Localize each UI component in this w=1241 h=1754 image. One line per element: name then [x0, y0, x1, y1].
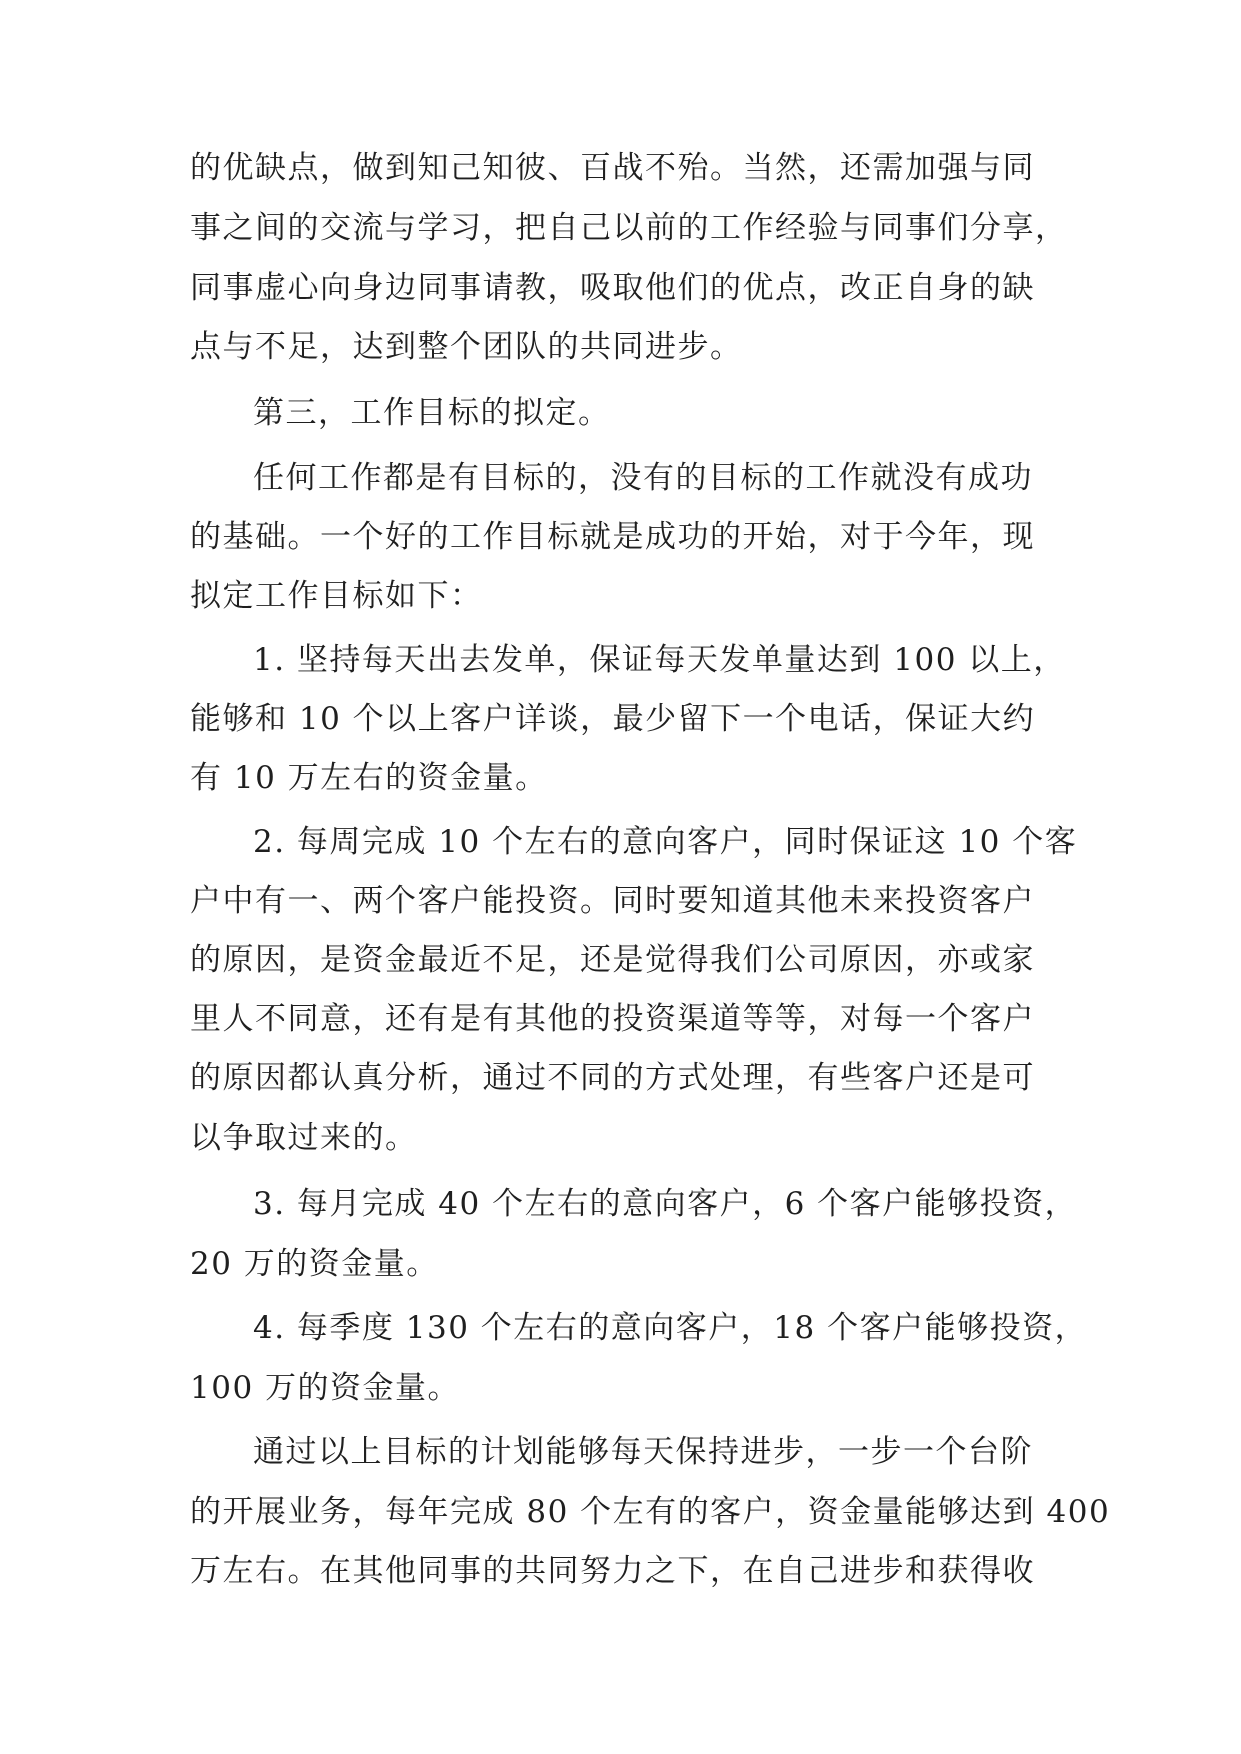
list-item-line: 能够和 10 个以上客户详谈，最少留下一个电话，保证大约 — [190, 701, 1036, 737]
list-item-line: 有 10 万左右的资金量。 — [190, 760, 548, 796]
paragraph-line: 同事虚心向身边同事请教，吸取他们的优点，改正自身的缺 — [190, 270, 1035, 306]
paragraph-line: 通过以上目标的计划能够每天保持进步，一步一个台阶 — [253, 1434, 1033, 1470]
list-item-line: 2. 每周完成 10 个左右的意向客户，同时保证这 10 个客 — [253, 824, 1078, 860]
list-item-line: 户中有一、两个客户能投资。同时要知道其他未来投资客户 — [190, 883, 1035, 919]
list-item-line: 里人不同意，还有是有其他的投资渠道等等，对每一个客户 — [190, 1001, 1035, 1037]
list-item-line: 4. 每季度 130 个左右的意向客户，18 个客户能够投资， — [253, 1310, 1088, 1346]
paragraph-line: 任何工作都是有目标的，没有的目标的工作就没有成功 — [253, 460, 1033, 496]
paragraph-line: 事之间的交流与学习，把自己以前的工作经验与同事们分享， — [190, 210, 1068, 246]
list-item-line: 100 万的资金量。 — [190, 1370, 461, 1406]
list-item-line: 的原因，是资金最近不足，还是觉得我们公司原因，亦或家 — [190, 942, 1035, 978]
paragraph-line: 拟定工作目标如下： — [190, 578, 483, 614]
list-item-line: 3. 每月完成 40 个左右的意向客户，6 个客户能够投资， — [253, 1186, 1078, 1222]
section-heading: 第三，工作目标的拟定。 — [253, 395, 611, 431]
list-item-line: 的原因都认真分析，通过不同的方式处理，有些客户还是可 — [190, 1060, 1035, 1096]
paragraph-line: 点与不足，达到整个团队的共同进步。 — [190, 329, 743, 365]
list-item-line: 20 万的资金量。 — [190, 1246, 439, 1282]
list-item-line: 以争取过来的。 — [190, 1120, 418, 1156]
paragraph-line: 的开展业务，每年完成 80 个左有的客户，资金量能够达到 400 — [190, 1494, 1111, 1530]
paragraph-line: 的优缺点，做到知己知彼、百战不殆。当然，还需加强与同 — [190, 150, 1035, 186]
paragraph-line: 万左右。在其他同事的共同努力之下，在自己进步和获得收 — [190, 1553, 1035, 1589]
list-item-line: 1. 坚持每天出去发单，保证每天发单量达到 100 以上， — [253, 642, 1066, 678]
paragraph-line: 的基础。一个好的工作目标就是成功的开始，对于今年，现 — [190, 519, 1035, 555]
